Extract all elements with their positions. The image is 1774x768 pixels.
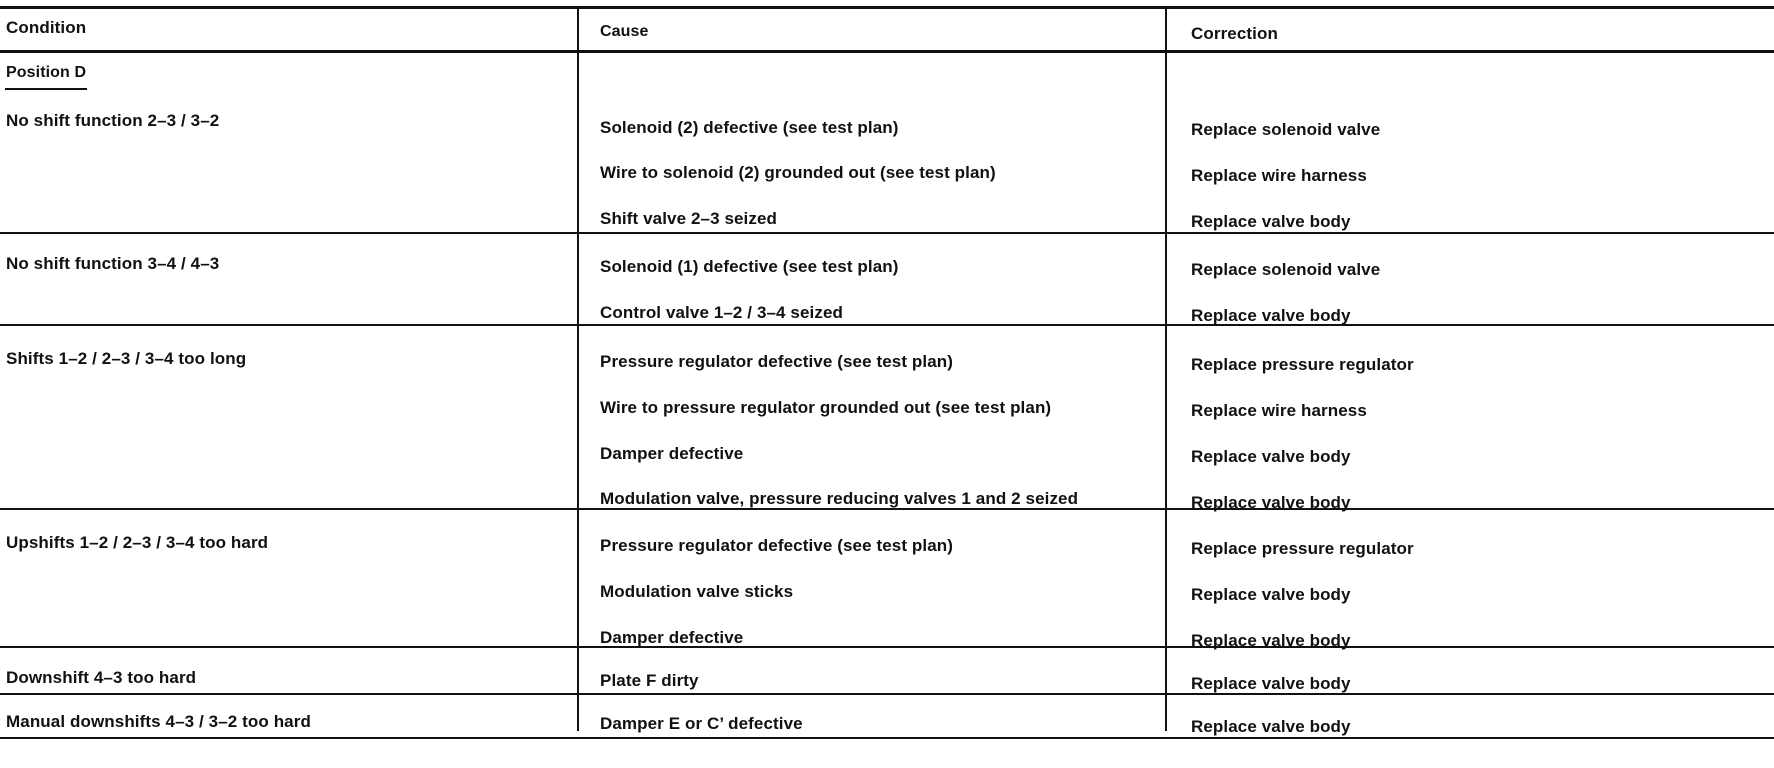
cause-cell: Modulation valve sticks [600, 582, 794, 601]
cause-cell: Wire to solenoid (2) grounded out (see test plan) [600, 163, 996, 182]
section-label: Position D [6, 64, 87, 81]
header-cause: Cause [600, 23, 649, 40]
correction-cell: Replace solenoid valve [1191, 260, 1381, 279]
group-divider [0, 232, 1774, 234]
correction-cell: Replace valve body [1191, 631, 1351, 650]
condition-cell: No shift function 3–4 / 4–3 [6, 254, 220, 273]
cause-cell: Pressure regulator defective (see test plan) [600, 536, 954, 555]
condition-cell: No shift function 2–3 / 3–2 [6, 111, 220, 130]
cause-cell: Wire to pressure regulator grounded out (see test plan) [600, 398, 1052, 417]
cause-cell: Solenoid (1) defective (see test plan) [600, 257, 899, 276]
header-bottom-rule [0, 50, 1774, 53]
table-top-rule [0, 6, 1774, 9]
condition-cell: Downshift 4–3 too hard [6, 668, 197, 687]
cause-cell: Damper defective [600, 444, 744, 463]
correction-cell: Replace valve body [1191, 212, 1351, 231]
cause-cell: Control valve 1–2 / 3–4 seized [600, 303, 844, 322]
header-condition: Condition [6, 18, 87, 37]
group-divider [0, 693, 1774, 695]
correction-cell: Replace valve body [1191, 447, 1351, 466]
correction-cell: Replace wire harness [1191, 401, 1367, 420]
condition-cell: Shifts 1–2 / 2–3 / 3–4 too long [6, 349, 247, 368]
column-divider-correction [1165, 6, 1167, 731]
condition-cell: Upshifts 1–2 / 2–3 / 3–4 too hard [6, 533, 269, 552]
cause-cell: Plate F dirty [600, 671, 699, 690]
table-bottom-rule [0, 737, 1774, 739]
correction-cell: Replace pressure regulator [1191, 355, 1414, 374]
section-underline [5, 88, 87, 90]
condition-cell: Manual downshifts 4–3 / 3–2 too hard [6, 712, 311, 731]
group-divider [0, 646, 1774, 648]
cause-cell: Modulation valve, pressure reducing valves 1 and 2 seized [600, 489, 1079, 508]
correction-cell: Replace wire harness [1191, 166, 1367, 185]
cause-cell: Damper E or C’ defective [600, 714, 803, 733]
cause-cell: Shift valve 2–3 seized [600, 209, 778, 228]
correction-cell: Replace valve body [1191, 493, 1351, 512]
cause-cell: Damper defective [600, 628, 744, 647]
cause-cell: Pressure regulator defective (see test plan) [600, 352, 954, 371]
correction-cell: Replace valve body [1191, 306, 1351, 325]
correction-cell: Replace valve body [1191, 717, 1351, 736]
header-correction: Correction [1191, 24, 1278, 43]
correction-cell: Replace valve body [1191, 674, 1351, 693]
correction-cell: Replace solenoid valve [1191, 120, 1381, 139]
group-divider [0, 324, 1774, 326]
cause-cell: Solenoid (2) defective (see test plan) [600, 118, 899, 137]
correction-cell: Replace pressure regulator [1191, 539, 1414, 558]
column-divider-cause [577, 6, 579, 731]
correction-cell: Replace valve body [1191, 585, 1351, 604]
